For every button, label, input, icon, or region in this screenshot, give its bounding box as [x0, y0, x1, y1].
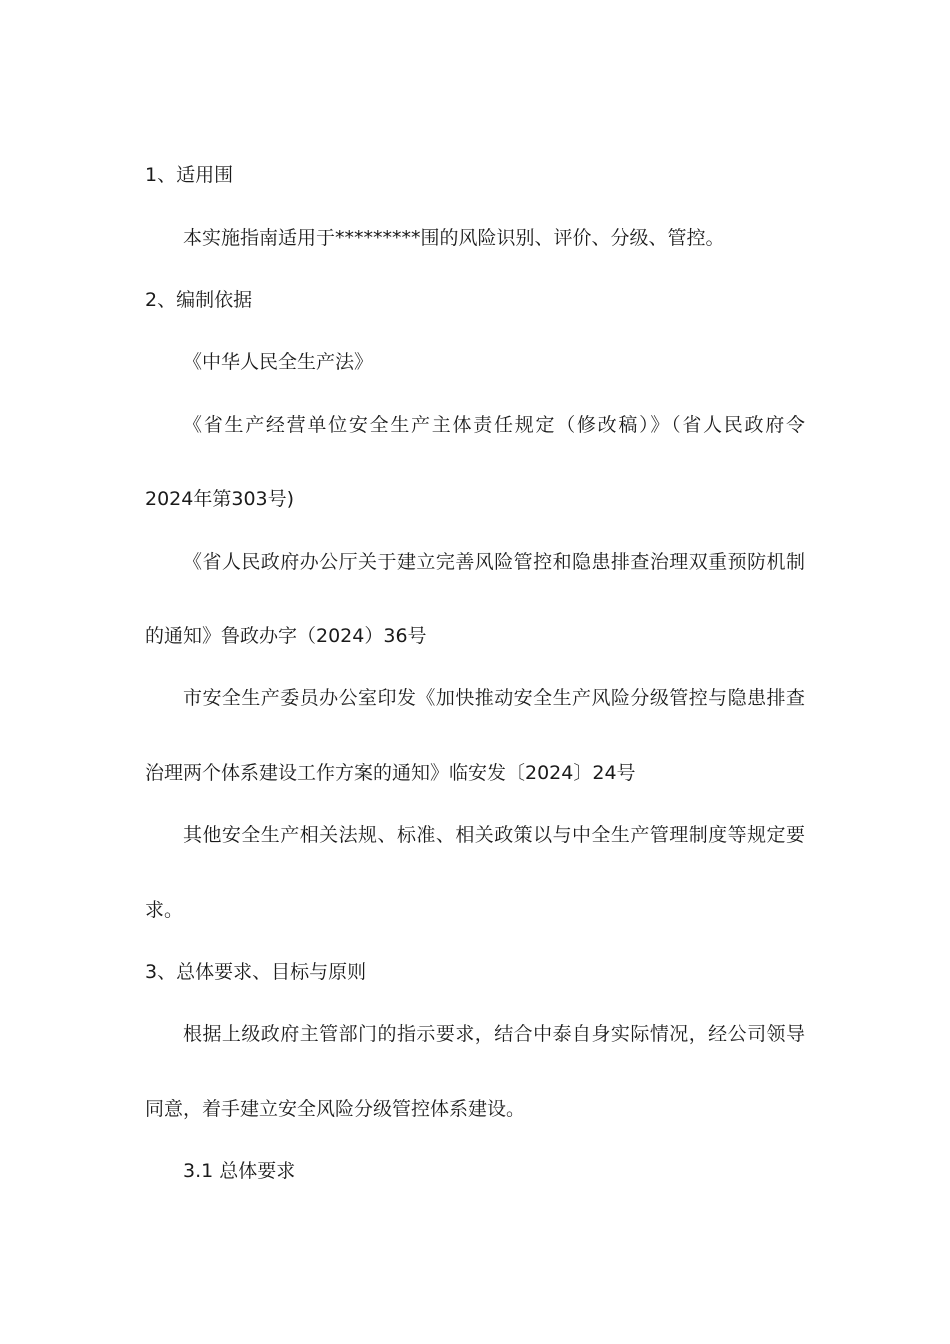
section-1-heading: 1、适用围 [145, 164, 234, 186]
section-3-body-line-2: 同意，着手建立安全风险分级管控体系建设。 [145, 1098, 526, 1120]
reference-city-work-plan-line-2: 治理两个体系建设工作方案的通知》临安发〔2024〕24号 [145, 762, 636, 784]
reference-provincial-regulation-line-2: 2024年第303号) [145, 488, 295, 510]
reference-safety-law: 《中华人民全生产法》 [183, 351, 374, 373]
section-1-body: 本实施指南适用于*********围的风险识别、评价、分级、管控。 [183, 227, 725, 249]
reference-other-regulations-line-1: 其他安全生产相关法规、标准、相关政策以与中全生产管理制度等规定要 [183, 824, 805, 846]
section-3-heading: 3、总体要求、目标与原则 [145, 961, 367, 983]
section-2-heading: 2、编制依据 [145, 289, 253, 311]
reference-dual-prevention-notice-line-2: 的通知》鲁政办字（2024）36号 [145, 625, 427, 647]
reference-provincial-regulation-line-1: 《省生产经营单位安全生产主体责任规定（修改稿）》（省人民政府令 [183, 414, 805, 436]
subsection-3-1-heading: 3.1 总体要求 [183, 1160, 296, 1182]
reference-city-work-plan-line-1: 市安全生产委员办公室印发《加快推动安全生产风险分级管控与隐患排查 [183, 687, 805, 709]
reference-other-regulations-line-2: 求。 [145, 899, 184, 921]
reference-dual-prevention-notice-line-1: 《省人民政府办公厅关于建立完善风险管控和隐患排查治理双重预防机制 [183, 551, 805, 573]
section-3-body-line-1: 根据上级政府主管部门的指示要求，结合中泰自身实际情况，经公司领导 [183, 1023, 805, 1045]
